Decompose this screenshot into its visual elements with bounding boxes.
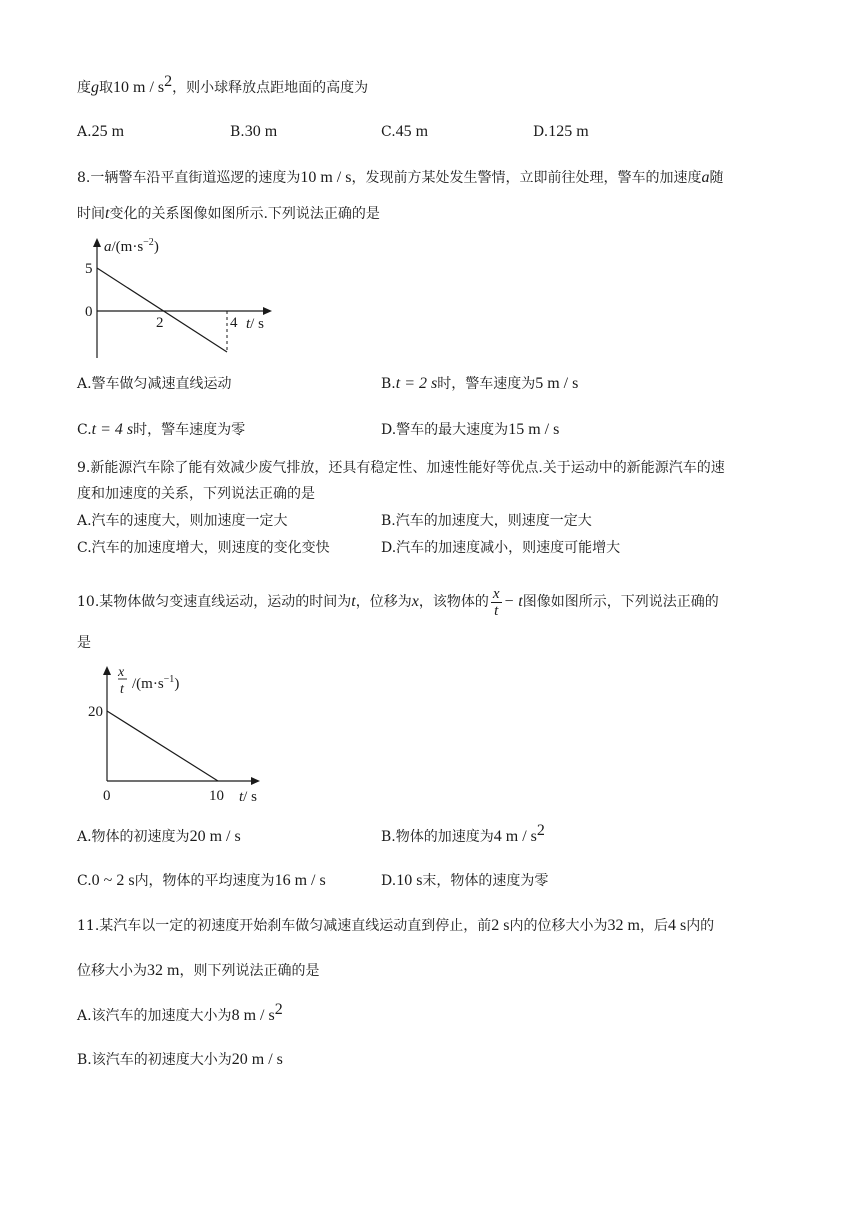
q10-l1-c: ，该物体的 xyxy=(418,594,489,610)
q10-option-a-text: A.物体的初速度为 xyxy=(77,829,190,845)
q9-option-b: B.汽车的加速度大，则速度一定大 xyxy=(381,513,592,529)
q7-option-b xyxy=(230,122,277,142)
q8-graph-x-tick-2: 2 xyxy=(156,315,164,331)
q10-l1-b: ，位移为 xyxy=(355,594,412,610)
q11-option-a-value: 8 m / s xyxy=(231,1007,275,1024)
q7-option-a-value: 25 m xyxy=(91,123,125,140)
q10-graph-x-tick-10: 10 xyxy=(209,788,224,804)
q10-option-b xyxy=(381,822,545,847)
q7-stem xyxy=(77,73,369,98)
q8-l1-b: ，发现前方某处发生警情，立即前往处理，警车的加速度 xyxy=(351,170,702,186)
q11-option-a-text: A.该汽车的加速度大小为 xyxy=(77,1008,232,1024)
q7-option-c xyxy=(381,122,428,142)
q10-option-a-value: 20 m / s xyxy=(189,828,241,845)
q10-option-c xyxy=(77,871,326,891)
q10-option-b-text: B.物体的加速度为 xyxy=(381,829,494,845)
q8-l2-b: 变化的关系图像如图所示.下列说法正确的是 xyxy=(109,206,380,222)
q10-graph-y-tick-20: 20 xyxy=(88,704,103,720)
q7-stem-pre: 度 xyxy=(77,80,91,96)
q9-stem-line2: 度和加速度的关系，下列说法正确的是 xyxy=(77,486,315,502)
q8-graph-y-arrow xyxy=(93,238,101,247)
q7-stem-post: ，则小球释放点距地面的高度为 xyxy=(172,80,369,96)
q10-graph-x-arrow xyxy=(251,777,260,785)
q8-option-c xyxy=(77,420,245,440)
q8-graph-y-tick-5: 5 xyxy=(85,261,93,277)
q8-graph-line xyxy=(97,268,227,352)
q8-option-d-speed: 15 m / s xyxy=(508,421,560,438)
q10-graph-origin: 0 xyxy=(103,788,111,804)
q10-graph-ylabel-den: t xyxy=(120,682,124,697)
q11-first-time: 2 s xyxy=(491,917,510,934)
q8-time-symbol: t xyxy=(105,205,110,222)
q7-option-a xyxy=(77,122,124,142)
q10-stem-line2: 是 xyxy=(77,635,91,651)
q7-option-d-letter: D. xyxy=(533,124,549,140)
q10-l1-a: 10.某物体做匀变速直线运动，运动的时间为 xyxy=(77,594,352,610)
q9-stem-line1: 9.新能源汽车除了能有效减少废气排放，还具有稳定性、加速性能好等优点.关于运动中的新能源汽车的速 xyxy=(77,460,725,476)
q8-accel-symbol: a xyxy=(701,169,710,186)
q7-option-a-letter: A. xyxy=(77,124,92,140)
q8-stem-line2 xyxy=(77,204,380,224)
q11-l1-a: 11.某汽车以一定的初速度开始刹车做匀减速直线运动直到停止，前 xyxy=(77,918,492,934)
q8-option-b-speed: 5 m / s xyxy=(535,375,579,392)
q10-minus-t: − t xyxy=(503,593,523,610)
q7-option-d xyxy=(533,122,589,142)
q10-option-c-mid: 内，物体的平均速度为 xyxy=(134,873,275,889)
q11-option-b-value: 20 m / s xyxy=(231,1051,283,1068)
q8-graph-origin: 0 xyxy=(85,304,93,320)
q10-option-d-post: 末，物体的速度为零 xyxy=(422,873,549,889)
q10-option-d xyxy=(381,871,548,891)
q10-option-d-letter: D. xyxy=(381,873,397,889)
q8-option-d-text: D.警车的最大速度为 xyxy=(381,422,509,438)
q8-option-c-letter: C. xyxy=(77,422,92,438)
q11-stem-line1 xyxy=(77,916,714,936)
q10-option-c-interval: 0 ~ 2 s xyxy=(91,872,135,889)
q8-option-c-post: 时，警车速度为零 xyxy=(133,422,246,438)
q10-disp-symbol: x xyxy=(411,593,419,610)
q7-option-b-value: 30 m xyxy=(244,123,278,140)
q8-graph-x-arrow xyxy=(263,307,272,315)
q11-stem-line2 xyxy=(77,961,319,981)
q10-option-d-time: 10 s xyxy=(396,872,423,889)
q9-option-a: A.汽车的速度大，则加速度一定大 xyxy=(77,513,288,529)
q8-option-b-mid: 时，警车速度为 xyxy=(437,376,536,392)
q11-last-time: 4 s xyxy=(667,917,687,934)
q11-l1-b: 内的位移大小为 xyxy=(509,918,608,934)
q7-take: 取 xyxy=(99,80,113,96)
q9-option-c: C.汽车的加速度增大，则速度的变化变快 xyxy=(77,540,330,556)
q7-accel-value: 10 m / s xyxy=(113,79,165,96)
q11-last-disp: 32 m xyxy=(147,962,180,979)
q11-first-disp: 32 m xyxy=(607,917,640,934)
q7-accel-exp: 2 xyxy=(164,73,173,90)
q11-option-a xyxy=(77,1001,283,1026)
q10-option-b-value: 4 m / s xyxy=(493,828,537,845)
q7-g-symbol: g xyxy=(91,79,99,96)
q10-option-c-letter: C. xyxy=(77,873,92,889)
q8-option-b xyxy=(381,374,578,394)
q7-option-c-letter: C. xyxy=(381,124,396,140)
q10-graph-ylabel-num: x xyxy=(118,665,125,680)
q11-l1-c: ，后 xyxy=(639,918,668,934)
q10-stem-line1 xyxy=(77,584,719,620)
q11-option-b xyxy=(77,1050,283,1070)
q7-option-b-letter: B. xyxy=(230,124,245,140)
q7-option-d-value: 125 m xyxy=(548,123,589,140)
q9-option-d: D.汽车的加速度减小，则速度可能增大 xyxy=(381,540,621,556)
q10-graph-line xyxy=(107,711,218,781)
q8-graph-xlabel: t/ s xyxy=(246,316,264,332)
q8-initial-speed: 10 m / s xyxy=(300,169,352,186)
q8-option-c-time: t = 4 s xyxy=(91,421,134,438)
q10-graph-y-arrow xyxy=(103,666,111,675)
q10-l1-e: 图像如图所示，下列说法正确的 xyxy=(522,594,719,610)
q8-option-b-letter: B. xyxy=(381,376,396,392)
q8-option-d xyxy=(381,420,559,440)
q8-at-graph xyxy=(80,234,300,364)
q10-graph-xlabel: t/ s xyxy=(239,789,257,805)
q8-stem-line1 xyxy=(77,168,723,188)
q10-graph-ylabel-unit: $/(m\cdot s^{-1})$ xyxy=(132,674,180,692)
q11-l2-a: 位移大小为 xyxy=(77,963,147,979)
q8-l2-a: 时间 xyxy=(77,206,105,222)
q8-l1-c: 随 xyxy=(709,170,724,186)
q7-option-c-value: 45 m xyxy=(395,123,429,140)
q11-l1-d: 内的 xyxy=(686,918,715,934)
q8-option-a: A.警车做匀减速直线运动 xyxy=(77,376,232,392)
q11-l2-b: ，则下列说法正确的是 xyxy=(179,963,320,979)
q10-fraction: $\frac{x}{t}$ xyxy=(492,585,500,619)
q8-graph-ylabel: $a/(m\cdot s^{-2})$ xyxy=(104,237,159,255)
q10-xt-graph xyxy=(82,660,302,810)
q10-option-a xyxy=(77,827,241,847)
q8-option-b-time: t = 2 s xyxy=(395,375,438,392)
q8-graph-x-tick-4: 4 xyxy=(230,315,238,331)
q10-option-c-value: 16 m / s xyxy=(274,872,326,889)
q11-option-b-text: B.该汽车的初速度大小为 xyxy=(77,1052,232,1068)
q8-l1-a: 8.一辆警车沿平直街道巡逻的速度为 xyxy=(77,170,301,186)
q10-option-b-exp: 2 xyxy=(536,822,545,839)
q10-time-symbol: t xyxy=(351,593,356,610)
q11-option-a-exp: 2 xyxy=(274,1001,283,1018)
